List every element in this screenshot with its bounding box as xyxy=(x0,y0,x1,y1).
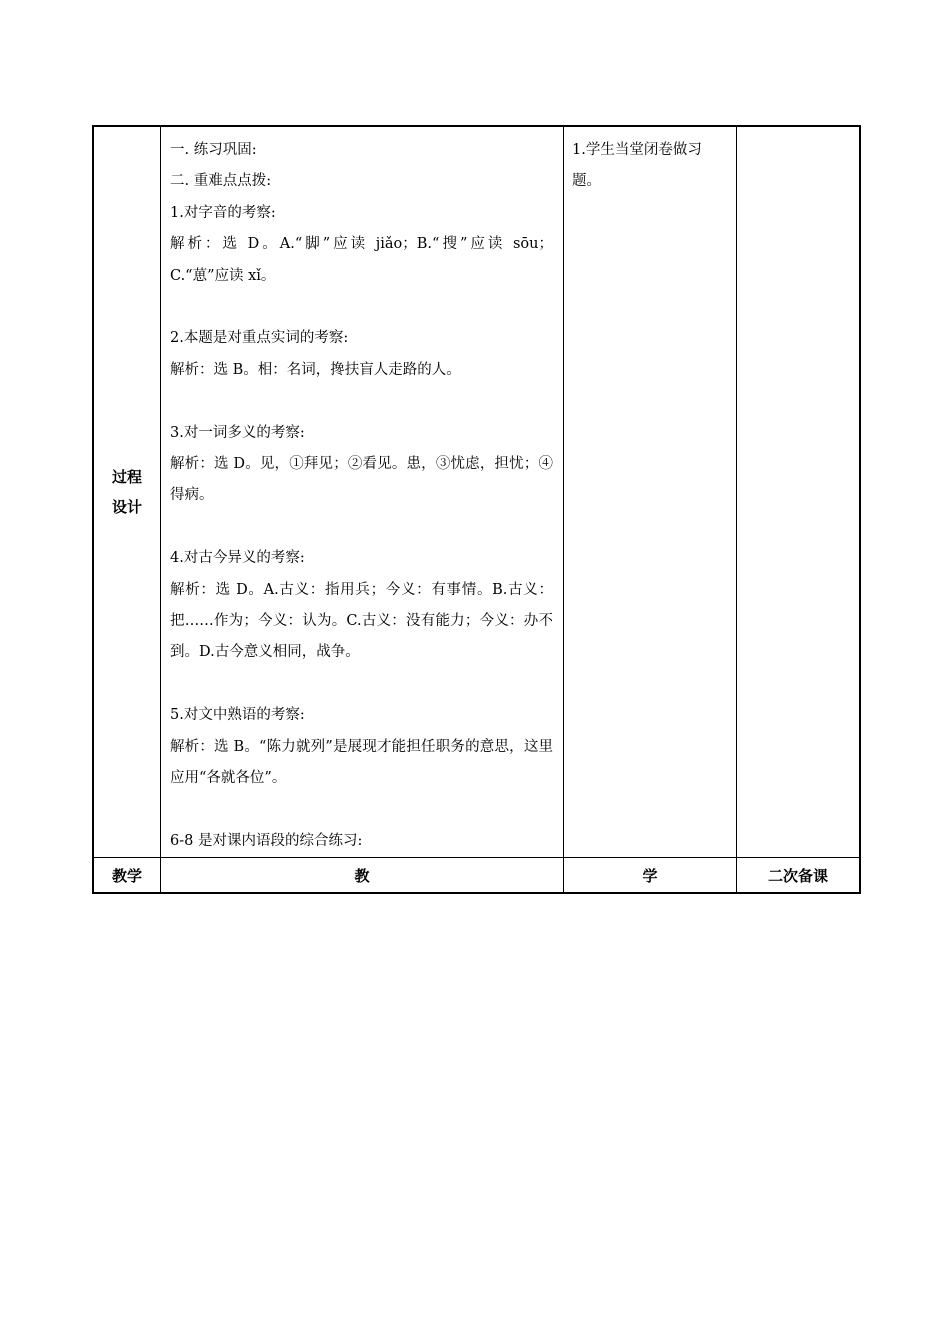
teaching-line: 解析：选 D。A.“脚”应读 jiǎo；B.“搜”应读 sōu；C.“葸”应读 xǐ。 xyxy=(170,236,553,284)
teaching-line: 5.对文中熟语的考察: xyxy=(170,707,305,724)
footer-learn-label: 学 xyxy=(564,858,737,894)
teaching-line: 3.对一词多义的考察: xyxy=(170,424,305,441)
teaching-line: 解析：选 D。见，①拜见；②看见。患，③忧虑，担忧；④得病。 xyxy=(170,456,553,504)
blank-line xyxy=(170,669,553,700)
lesson-plan-table xyxy=(92,125,861,894)
teaching-content xyxy=(161,127,563,857)
teaching-line: 1.对字音的考察: xyxy=(170,204,276,221)
teaching-line: 2.本题是对重点实词的考察: xyxy=(170,330,349,347)
blank-line xyxy=(170,794,553,825)
learning-activity-text: 1.学生当堂闭卷做习题。 xyxy=(572,142,702,190)
table-footer-row xyxy=(93,858,860,894)
learning-activity-cell xyxy=(564,126,737,858)
blank-line xyxy=(170,292,553,323)
teaching-line: 解析：选 D。A.古义：指用兵；今义：有事情。B.古义：把……作为；今义：认为。C.古义：没有能力；今义：办不到。D.古今意义相同，战争。 xyxy=(170,581,553,661)
teaching-line: 4.对古今异义的考察: xyxy=(170,550,305,567)
footer-teach-label: 教 xyxy=(161,858,564,894)
teaching-line: 一. 练习巩固: xyxy=(170,142,257,158)
second-prep-notes-cell xyxy=(737,126,861,858)
row-label-line2: 设计 xyxy=(111,498,142,517)
blank-line xyxy=(170,512,553,543)
teaching-line: 二. 重难点点拨: xyxy=(170,173,272,190)
teaching-line: 解析：选 B。相：名词，搀扶盲人走路的人。 xyxy=(170,361,461,378)
footer-second-prep-label: 二次备课 xyxy=(737,858,861,894)
blank-line xyxy=(170,386,553,417)
footer-teaching-label: 教学 xyxy=(93,858,161,894)
row-label-line1: 过程 xyxy=(111,468,142,487)
process-design-row xyxy=(93,126,860,858)
teaching-line: 解析：选 B。“陈力就列”是展现才能担任职务的意思，这里应用“各就各位”。 xyxy=(170,738,553,787)
teaching-content-cell xyxy=(161,126,564,858)
row-label-cell xyxy=(93,126,161,858)
teaching-line: 6-8 是对课内语段的综合练习: xyxy=(170,832,363,849)
